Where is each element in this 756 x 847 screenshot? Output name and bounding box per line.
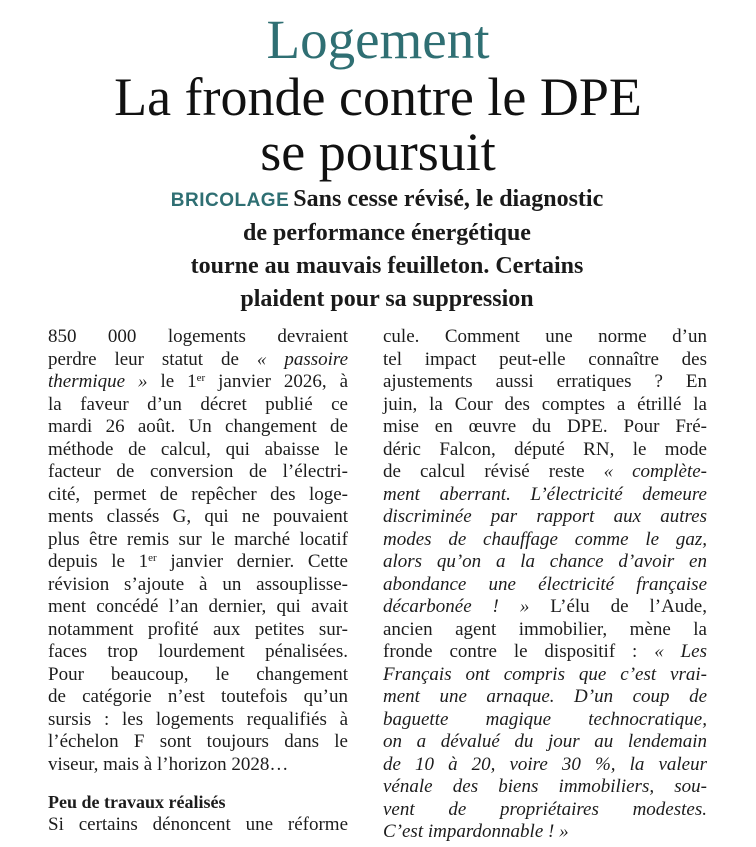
body-line: fronde contre le dispositif : « Les [383,641,707,662]
quote-line: baguette magique technocratique, [383,708,707,730]
body-line: ment concédé l’an dernier, qui avait [48,596,348,617]
headline [0,67,756,182]
standfirst-line: BRICOLAGE Sans cesse révisé, le diagnostic [170,186,604,212]
body-line: sursis : les logements requalifiés à [48,708,348,730]
body-line: notamment profité aux petites sur- [48,618,348,640]
quote-line: abondance une électricité française [383,573,707,595]
body-line: décarbonée ! » L’élu de l’Aude, [383,596,707,617]
headline-line: se poursuit [260,122,496,182]
paragraph-gap [48,776,348,791]
quote-line: alors qu’on a la chance d’avoir en [383,551,707,572]
quote-line: Français ont compris que c’est vrai- [383,663,707,685]
standfirst [92,183,682,316]
quote-line: on a dévalué du jour au lendemain [383,731,707,752]
quote-line: vénale des biens immobiliers, sou- [383,776,707,797]
body-line: mardi 26 août. Un changement de [48,416,348,437]
body-line: thermique » le 1er janvier 2026, à [48,371,349,392]
body-line: mise en œuvre du DPE. Pour Fré- [383,416,707,437]
left-column [48,326,348,836]
body-line: tel impact peut-elle connaître des [383,348,707,370]
standfirst-line: de performance énergétique [243,220,531,246]
body-line: Pour beaucoup, le changement [48,663,348,685]
body-line: juin, la Cour des comptes a étrillé la [383,393,707,415]
quote-line: ment aberrant. L’électricité demeure [383,483,707,505]
quote-line: C’est impardonnable ! » [383,821,569,842]
body-line: déric Falcon, député RN, le mode [383,438,707,460]
body-line: ments classés G, qui ne pouvaient [48,506,348,527]
subheading: Peu de travaux réalisés [48,792,226,812]
headline-line: La fronde contre le DPE [114,67,642,127]
body-line: la faveur d’un décret publié ce [48,393,348,415]
right-column [383,326,707,844]
body-line: cule. Comment une norme d’un [383,326,707,347]
body-line: faces trop lourdement pénalisées. [48,641,348,662]
quote-line: vent de propriétaires modestes. [383,798,707,820]
quote-line: de 10 à 20, voire 30 %, la valeur [383,753,707,775]
body-line: cité, permet de repêcher des loge- [48,483,348,505]
body-line: de calcul révisé reste « complète- [383,461,707,482]
body-line: depuis le 1er janvier dernier. Cette [48,551,348,572]
body-line: de catégorie n’est toutefois qu’un [48,686,348,707]
quote-line: modes de chauffage comme le gaz, [383,528,707,550]
body-line: facteur de conversion de l’électri- [48,461,348,482]
body-line: perdre leur statut de « passoire [48,348,349,370]
body-line: 850 000 logements devraient [48,326,348,347]
body-line: viseur, mais à l’horizon 2028… [48,753,289,775]
body-line: plus être remis sur le marché locatif [48,528,348,550]
body-line: Si certains dénoncent une réforme [48,813,348,835]
kicker-label: BRICOLAGE [170,190,290,211]
body-line: ancien agent immobilier, mène la [383,618,707,640]
body-line: révision s’ajoute à un assouplisse- [48,573,348,595]
standfirst-line: plaident pour sa suppression [240,286,534,312]
standfirst-line: tourne au mauvais feuilleton. Certains [190,253,584,279]
section-rubric: Logement [266,9,490,70]
body-line: ajustements aussi erratiques ? En [383,371,707,392]
body-line: l’échelon F sont toujours dans le [48,731,348,752]
body-line: méthode de calcul, qui abaisse le [48,438,348,460]
quote-line: discriminée par rapport aux autres [383,506,707,527]
quote-line: ment une arnaque. D’un coup de [383,686,707,707]
